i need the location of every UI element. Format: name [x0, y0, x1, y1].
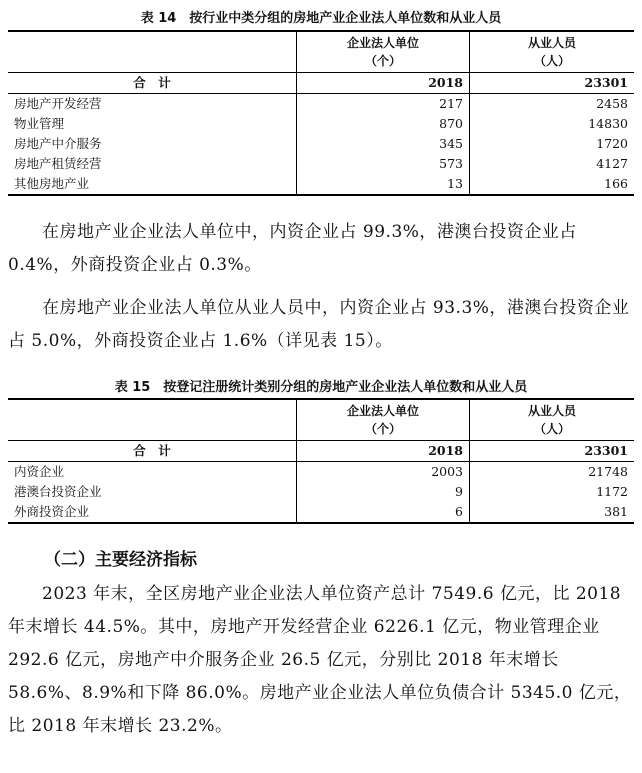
col-units-header: 企业法人单位 （个）: [297, 31, 470, 73]
section-heading: （二）主要经济指标: [44, 550, 197, 570]
table-total-row: 合 计 2018 23301: [8, 441, 634, 462]
paragraph-3: 2023 年末，全区房地产业企业法人单位资产总计 7549.6 亿元，比 2018 年末增长 44.5%。其中，房地产开发经营企业 6226.1 亿元，物业管理企业 292.6 亿元，房地产中介服务企业 26.5 亿元，分别比 2018 年末增长 58.6%、8.9%和下降 86.0%。房地产业企业法人单位负债合计 5345.0 亿元，比 2018 年末增长 23.2%。: [8, 584, 632, 736]
col-staff-header: 从业人员 （人）: [470, 399, 635, 441]
paragraph-1: 在房地产业企业法人单位中，内资企业占 99.3%，港澳台投资企业占 0.4%，外商投资企业占 0.3%。: [8, 222, 577, 275]
table-row: 房地产租赁经营 573 4127: [8, 154, 634, 174]
table-header-row: [8, 399, 634, 441]
table14-caption: 表 14 按行业中类分组的房地产业企业法人单位数和从业人员: [140, 11, 502, 26]
table-row: 其他房地产业 13 166: [8, 174, 634, 195]
table-row: 房地产中介服务 345 1720: [8, 134, 634, 154]
table-row: 物业管理 870 14830: [8, 114, 634, 134]
col-units-header: 企业法人单位 （个）: [297, 399, 470, 441]
table14: [8, 30, 634, 196]
table-row: 港澳台投资企业 9 1172: [8, 482, 634, 502]
table15-caption: 表 15 按登记注册统计类别分组的房地产业企业法人单位数和从业人员: [114, 380, 528, 395]
col-staff-header: 从业人员 （人）: [470, 31, 635, 73]
paragraph-2: 在房地产业企业法人单位从业人员中，内资企业占 93.3%，港澳台投资企业占 5.0%，外商投资企业占 1.6%（详见表 15）。: [8, 298, 630, 351]
table-row: 内资企业 2003 21748: [8, 462, 634, 483]
table-header-row: [8, 31, 634, 73]
table-total-row: 合 计 2018 23301: [8, 73, 634, 94]
table15: [8, 398, 634, 524]
table-row: 房地产开发经营 217 2458: [8, 94, 634, 115]
table-row: 外商投资企业 6 381: [8, 502, 634, 523]
